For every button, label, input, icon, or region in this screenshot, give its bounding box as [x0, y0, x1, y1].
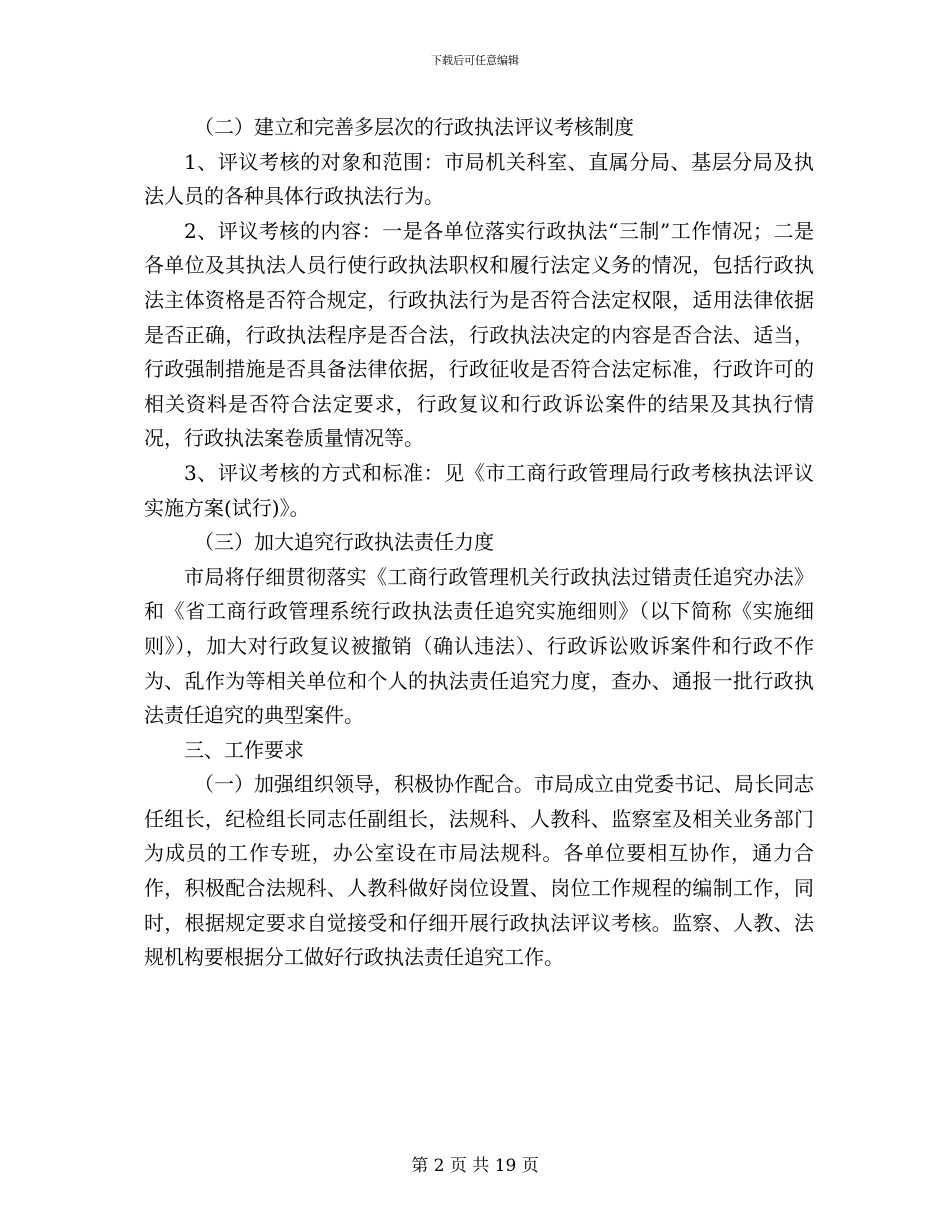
section-heading-3: （三）加大追究行政执法责任力度 — [194, 530, 494, 555]
paragraph-method: 3、评议考核的方式和标准：见《市工商行政管理局行政考核执法评议实施方案(试行)》。 — [144, 460, 814, 520]
paragraph-content: 2、评议考核的内容：一是各单位落实行政执法“三制”工作情况；二是各单位及其执法人员行使行政执法职权和履行法定义务的情况，包括行政执法主体资格是否符合规定，行政执法行为是否符合法定权限，适用法律依据是否正确，行政执法程序是否合法，行政执法决定的内容是否合法、适当，行政强制措施是否具备法律依据，行政征收是否符合法定标准，行政许可的相关资料是否符合法定要求，行政复议和行政诉讼案件的结果及其执行情况，行政执法案卷质量情况等。 — [144, 218, 814, 451]
page-number: 第 2 页 共 19 页 — [411, 1156, 539, 1176]
paragraph-accountability: 市局将仔细贯彻落实《工商行政管理机关行政执法过错责任追究办法》和《省工商行政管理系统行政执法责任追究实施细则》（以下简称《实施细则》），加大对行政复议被撤销（确认违法）、行政诉讼败诉案件和行政不作为、乱作为等相关单位和个人的执法责任追究力度，查办、通报一批行政执法责任追究的典型案件。 — [144, 564, 814, 728]
document-body — [144, 110, 814, 975]
page-header: 下载后可任意编辑 — [431, 54, 519, 67]
paragraph-organization: （一）加强组织领导，积极协作配合。市局成立由党委书记、局长同志任组长，纪检组长同志任副组长，法规科、人教科、监察室及相关业务部门为成员的工作专班，办公室设在市局法规科。各单位要相互协作，通力合作，积极配合法规科、人教科做好岗位设置、岗位工作规程的编制工作，同时，根据规定要求自觉接受和仔细开展行政执法评议考核。监察、人教、法规机构要根据分工做好行政执法责任追究工作。 — [144, 772, 814, 970]
paragraph-scope: 1、评议考核的对象和范围：市局机关科室、直属分局、基层分局及执法人员的各种具体行政执法行为。 — [144, 149, 814, 209]
section-heading-2: （二）建立和完善多层次的行政执法评议考核制度 — [194, 115, 634, 139]
section-heading-requirements: 三、工作要求 — [184, 737, 304, 762]
